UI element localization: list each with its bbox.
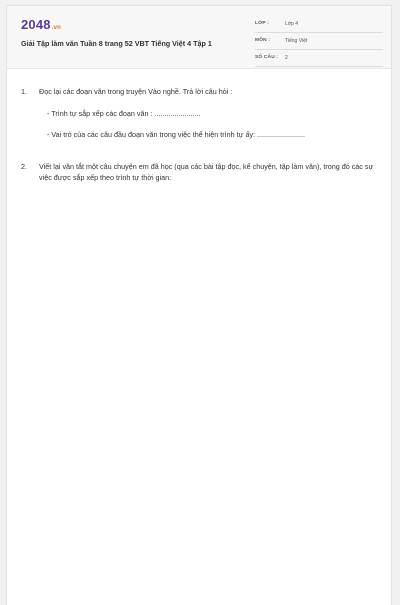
logo-main: 2048 <box>21 17 51 32</box>
document-meta <box>255 16 383 67</box>
meta-value-class: Lớp 4 <box>285 21 299 27</box>
question-2-text: Viết lại văn tắt một câu chuyện em đã học (qua các bài tập đọc, kể chuyện, tập làm văn), trong đó các sự việc được sắp xếp theo trình tự thời gian: <box>39 162 374 182</box>
document-title: Giải Tập làm văn Tuần 8 trang 52 VBT Tiếng Việt 4 Tập 1 <box>21 39 212 48</box>
meta-label-class: LỚP : <box>255 21 270 26</box>
logo-tld: .vn <box>51 25 62 31</box>
meta-value-question-count: 2 <box>285 55 288 61</box>
meta-label-question-count: SỐ CÂU : <box>255 55 279 60</box>
question-1-sub-2: - Vai trò của các câu đầu đoạn văn trong việc thể hiện trình tự ấy: ........................ <box>47 130 305 139</box>
document-header <box>7 6 391 69</box>
question-1-sub-1: - Trình tự sắp xếp các đoạn văn : ....................... <box>47 109 201 118</box>
question-1-text: Đọc lại các đoạn văn trong truyện Vào nghề. Trả lời câu hỏi : <box>39 87 233 96</box>
site-logo[interactable] <box>21 17 61 32</box>
meta-row-class <box>255 16 383 33</box>
meta-row-question-count <box>255 50 383 67</box>
question-2-number: 2. <box>21 162 27 171</box>
question-1-number: 1. <box>21 87 27 96</box>
meta-value-subject: Tiếng Việt <box>285 38 308 44</box>
meta-row-subject <box>255 33 383 50</box>
document-page <box>6 5 392 605</box>
meta-label-subject: MÔN : <box>255 38 271 43</box>
